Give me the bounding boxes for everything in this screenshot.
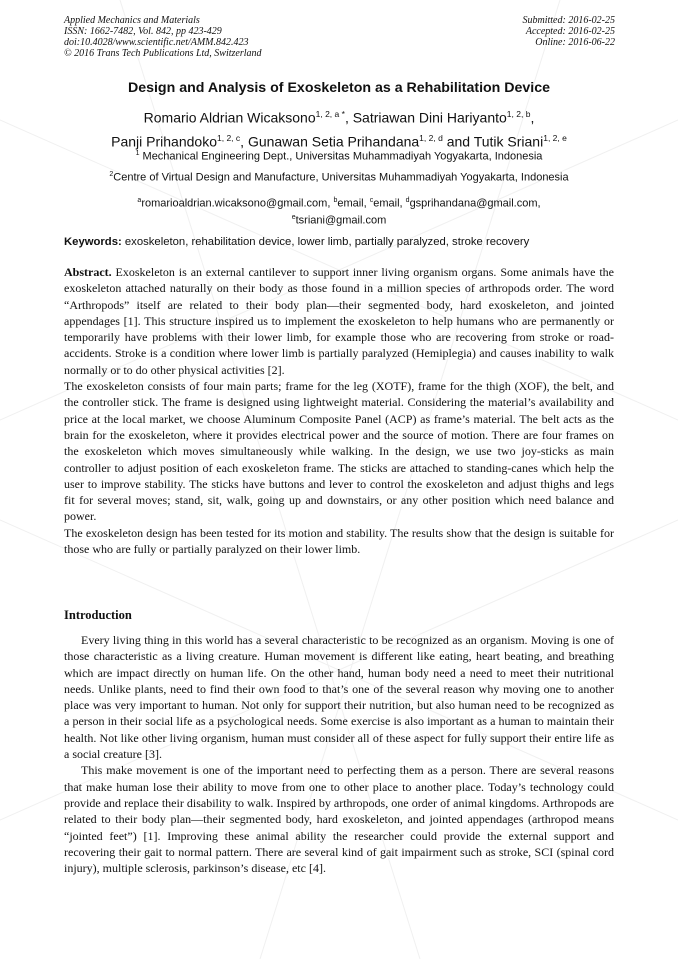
- email-superscript: e: [291, 213, 296, 221]
- keywords-label: Keywords:: [64, 236, 122, 248]
- author-name: Panji Prihandoko: [111, 133, 217, 150]
- affiliation-1: [0, 150, 678, 163]
- online-date: Online: 2016-06-22: [535, 37, 615, 48]
- keywords-line: [64, 236, 529, 248]
- email-link[interactable]: email,: [337, 197, 370, 210]
- copyright: © 2016 Trans Tech Publications Ltd, Switzerland: [64, 48, 262, 59]
- author-list: [0, 104, 678, 151]
- journal-header: [64, 15, 262, 59]
- abstract-section: [64, 264, 614, 557]
- introduction-section: [64, 632, 614, 876]
- author-superscript: 1, 2, a *: [315, 109, 345, 119]
- author-name: Romario Aldrian Wicaksono: [143, 109, 316, 126]
- author-superscript: 1, 2, e: [543, 132, 567, 143]
- affiliation-superscript: 1: [135, 150, 140, 157]
- email-superscript: d: [405, 197, 410, 204]
- abstract-paragraph: [64, 264, 614, 378]
- affiliation-text: Mechanical Engineering Dept., Universitas Muhammadiyah Yogyakarta, Indonesia: [139, 150, 543, 163]
- keywords-text: exoskeleton, rehabilitation device, lower limb, partially paralyzed, stroke recovery: [121, 236, 530, 248]
- author-superscript: 1, 2, c: [217, 132, 241, 143]
- email-link[interactable]: email,: [373, 197, 406, 210]
- submitted-date: Submitted: 2016-02-25: [522, 15, 615, 26]
- body-paragraph: Every living thing in this world has a several characteristic to be recognized as an organism. Moving is one of those characteristic as a living creature. Human movement is different like eating, heart beating, and breathing which are impact directly on human life. On the other hand, human body need a need to meet their nutritional needs. Unlike plants, need to find their own food to that’s one of the several reason why moving one to another place was very important to human. Not only for support their nutrition, but also human need to be recognized as a person in their social life as a psychological needs. Some exercise is also important as a human to maintain their health. Not like other living organism, human must consider all of these aspect for fully support their entire life as a social creature [3].: [64, 633, 614, 762]
- author-emails: [0, 194, 678, 227]
- journal-issn: ISSN: 1662-7482, Vol. 842, pp 423-429: [64, 26, 222, 37]
- abstract-label: Abstract.: [64, 265, 112, 279]
- abstract-text: Exoskeleton is an external cantilever to support inner living organism organs. Some animals have the exoskeleton attached naturally on their body as those found in a million species of arthropods order. The word “Arthropods” itself are related to their body plan—their segmented body, hard exoskeleton, and jointed appendages [1]. This structure inspired us to implement the exoskeleton to help humans who are permanently or temporarily have problems with their lower limb, for example those who are recovering from stroke or road-accidents. Stroke is a condition where lower limb is partially paralyzed (Hemiplegia) and causes inability to walk normally or to do other physical activities [2].: [64, 265, 614, 377]
- author-separator: ,: [344, 109, 353, 126]
- email-link[interactable]: tsriani@gmail.com: [295, 214, 387, 227]
- body-paragraph: This make movement is one of the important need to perfecting them as a person. There are several reasons that make human lose their ability to move from one to other place to another place. Today’s technology could provide and replace their disability to walk. Inspired by arthropods, one order of animal kingdoms. Arthropods are related to their body plan—their segmented body, hard exoskeleton, and jointed appendages (arthropod means “jointed feet”) [1]. Improving these animal ability the researcher could provide the external support and recovering their gait to normal pattern. There are several kind of gait impairment such as stroke, SCI (spinal cord injury), multiple sclerosis, parkinson’s disease, etc [4].: [64, 763, 614, 876]
- affiliation-2: [0, 171, 678, 184]
- author-name: Satriawan Dini Hariyanto: [352, 109, 507, 126]
- author-separator: ,: [240, 133, 248, 150]
- abstract-paragraph: The exoskeleton design has been tested for its motion and stability. The results show that the design is suitable for those who are fully or partially paralyzed on their lower limb.: [64, 525, 614, 557]
- introduction-heading: Introduction: [64, 608, 132, 622]
- email-superscript: b: [333, 197, 338, 204]
- email-link[interactable]: romarioaldrian.wicaksono@gmail.com,: [141, 197, 334, 210]
- email-superscript: c: [369, 197, 374, 204]
- author-separator: ,: [530, 109, 535, 126]
- doi-link[interactable]: doi:10.4028/www.scientific.net/AMM.842.423: [64, 37, 249, 48]
- author-name: Tutik Sriani: [473, 133, 544, 150]
- email-superscript: a: [137, 197, 142, 204]
- accepted-date: Accepted: 2016-02-25: [525, 26, 615, 37]
- author-superscript: 1, 2, b: [506, 109, 531, 119]
- author-name: Gunawan Setia Prihandana: [247, 133, 420, 150]
- paper-title: Design and Analysis of Exoskeleton as a Rehabilitation Device: [127, 80, 551, 96]
- author-separator: and: [442, 133, 474, 150]
- affiliation-text: Centre of Virtual Design and Manufacture, Universitas Muhammadiyah Yogyakarta, Indonesia: [113, 171, 569, 184]
- author-superscript: 1, 2, d: [419, 132, 443, 143]
- affiliation-superscript: 2: [109, 171, 114, 178]
- submission-dates: [523, 15, 616, 48]
- email-link[interactable]: gsprihandana@gmail.com,: [409, 197, 541, 210]
- abstract-paragraph: The exoskeleton consists of four main parts; frame for the leg (XOTF), frame for the thigh (XOF), the belt, and the controller stick. The frame is designed using lightweight material. Considering the material’s availability and price at the local market, we choose Aluminum Composite Panel (ACP) as frame’s material. The belt acts as the brain for the exoskeleton, where it provides electrical power and the source of motion. There are four frames on the exoskeleton which moves simultaneously while walking. In the design, we use two joy-sticks as main controller to adjust position of each exoskeleton frame. The sticks are attached to standing-canes which help the user to improve stability. The sticks have buttons and lever to control the exoskeleton and adjust thighs and legs fit for several moves; stand, sit, walk, going up and downstairs, or any other position which need balance and power.: [64, 379, 614, 524]
- journal-name: Applied Mechanics and Materials: [64, 15, 200, 26]
